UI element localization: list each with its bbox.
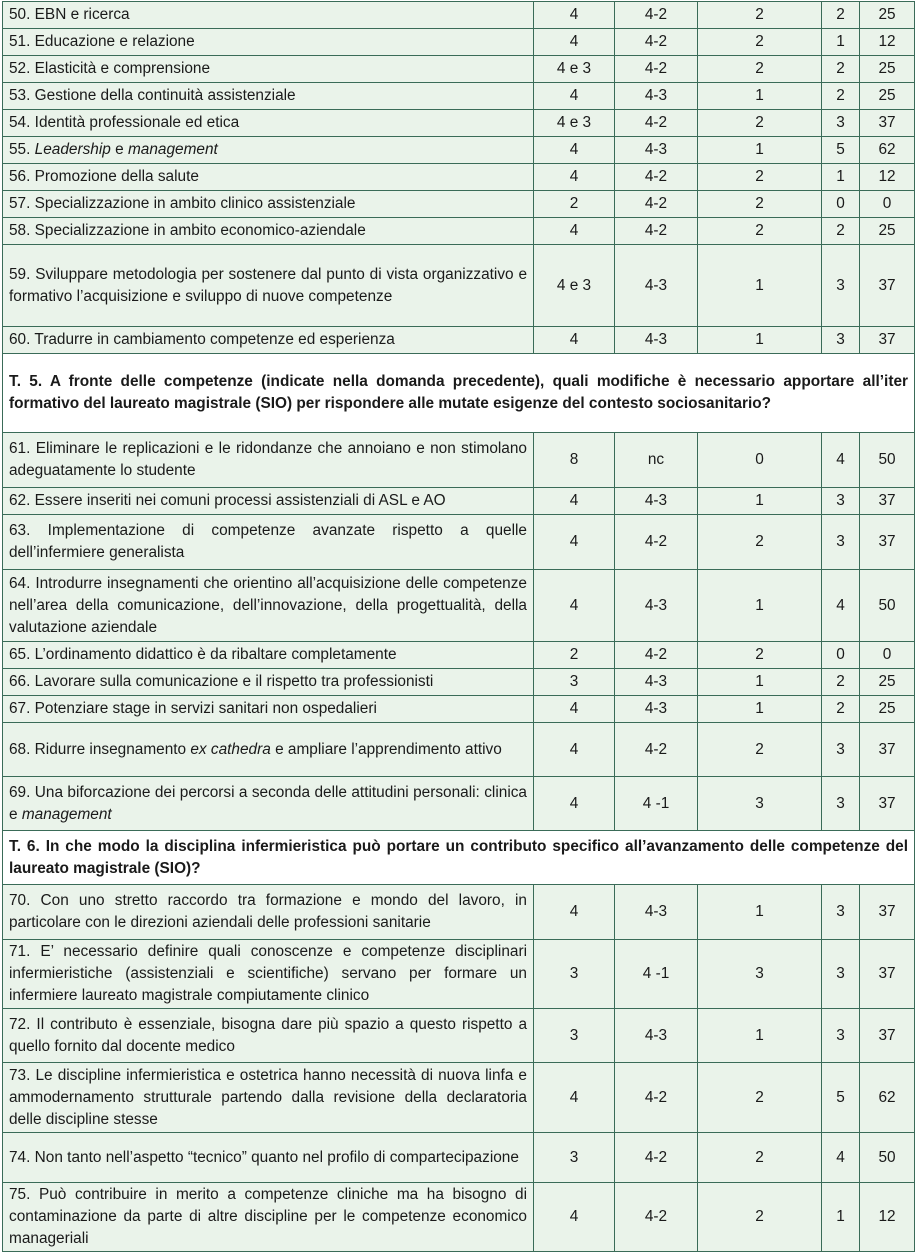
weight-cell: 2 <box>698 29 822 56</box>
weight-cell: 2 <box>698 723 822 777</box>
type-cell: 4 -1 <box>615 777 698 831</box>
level-cell: 4 <box>534 1063 615 1133</box>
section-header-row <box>3 354 915 433</box>
percent-cell: 37 <box>860 245 915 327</box>
table-row <box>3 29 915 56</box>
item-description <box>3 110 534 137</box>
italic-text: Leadership <box>34 141 111 158</box>
weight-cell: 2 <box>698 56 822 83</box>
count-cell: 5 <box>822 1063 860 1133</box>
percent-cell: 0 <box>860 191 915 218</box>
percent-cell: 62 <box>860 137 915 164</box>
count-cell: 1 <box>822 1183 860 1252</box>
percent-cell: 12 <box>860 164 915 191</box>
table-row <box>3 137 915 164</box>
percent-cell: 25 <box>860 83 915 110</box>
text-span: 64. Introdurre insegnamenti che orientino all’acquisizione delle competenze nell’area della comunicazione, dell’innovazione, della progettualità, della valutazione aziendale <box>9 574 527 636</box>
count-cell: 3 <box>822 515 860 570</box>
italic-text: management <box>21 805 112 823</box>
weight-cell: 2 <box>698 1063 822 1133</box>
count-cell: 3 <box>822 777 860 831</box>
item-description <box>3 327 534 354</box>
type-cell: 4 -1 <box>615 940 698 1009</box>
text-span: 57. Specializzazione in ambito clinico assistenziale <box>9 195 356 212</box>
level-cell: 3 <box>534 940 615 1009</box>
text-span: 74. Non tanto nell’aspetto “tecnico” quanto nel profilo di compartecipazione <box>9 1148 519 1166</box>
item-description <box>3 245 534 327</box>
text-span: 75. Può contribuire in merito a competenze cliniche ma ha bisogno di contaminazione da parte di altre discipline per le competenze economico manageriali <box>9 1186 527 1247</box>
level-cell: 2 <box>534 191 615 218</box>
percent-cell: 25 <box>860 218 915 245</box>
count-cell: 2 <box>822 669 860 696</box>
item-description <box>3 885 534 940</box>
percent-cell: 37 <box>860 327 915 354</box>
weight-cell: 2 <box>698 2 822 29</box>
weight-cell: 1 <box>698 696 822 723</box>
level-cell: 4 <box>534 2 615 29</box>
count-cell: 3 <box>822 110 860 137</box>
text-span: 58. Specializzazione in ambito economico-aziendale <box>9 222 366 239</box>
weight-cell: 2 <box>698 164 822 191</box>
table-row <box>3 570 915 642</box>
count-cell: 1 <box>822 164 860 191</box>
percent-cell: 37 <box>860 885 915 940</box>
text-span: 54. Identità professionale ed etica <box>9 114 240 131</box>
table-row <box>3 191 915 218</box>
survey-results-table <box>2 1 915 1252</box>
level-cell: 4 <box>534 137 615 164</box>
item-description <box>3 515 534 570</box>
text-span: 53. Gestione della continuità assistenziale <box>9 87 296 104</box>
text-span: 66. Lavorare sulla comunicazione e il rispetto tra professionisti <box>9 673 434 690</box>
count-cell: 2 <box>822 218 860 245</box>
weight-cell: 2 <box>698 191 822 218</box>
weight-cell: 1 <box>698 1009 822 1063</box>
text-span: 65. L’ordinamento didattico è da ribaltare completamente <box>9 646 397 663</box>
percent-cell: 50 <box>860 433 915 488</box>
percent-cell: 50 <box>860 570 915 642</box>
text-span: 68. Ridurre insegnamento <box>9 740 191 758</box>
table-row <box>3 110 915 137</box>
percent-cell: 37 <box>860 110 915 137</box>
count-cell: 3 <box>822 940 860 1009</box>
percent-cell: 37 <box>860 777 915 831</box>
type-cell: nc <box>615 433 698 488</box>
item-description <box>3 696 534 723</box>
italic-text: ex cathedra <box>190 740 271 758</box>
percent-cell: 0 <box>860 642 915 669</box>
table-row <box>3 723 915 777</box>
section-question: T. 6. In che modo la disciplina infermieristica può portare un contributo specifico all’avanzamento delle competenze del laureato magistrale (SIO)? <box>3 831 915 885</box>
count-cell: 2 <box>822 696 860 723</box>
italic-text: management <box>127 141 218 158</box>
section-header-row <box>3 831 915 885</box>
item-description <box>3 433 534 488</box>
type-cell: 4-2 <box>615 1063 698 1133</box>
count-cell: 0 <box>822 191 860 218</box>
type-cell: 4-2 <box>615 56 698 83</box>
table-row <box>3 1009 915 1063</box>
table-row <box>3 642 915 669</box>
count-cell: 2 <box>822 2 860 29</box>
text-span: 59. Sviluppare metodologia per sostenere dal punto di vista organizzativo e formativo l’acquisizione e sviluppo di nuove competenze <box>9 265 527 305</box>
type-cell: 4-2 <box>615 642 698 669</box>
text-span: 70. Con uno stretto raccordo tra formazione e mondo del lavoro, in particolare con le direzioni aziendali delle professioni sanitarie <box>9 892 527 931</box>
percent-cell: 25 <box>860 669 915 696</box>
text-span: 69. Una biforcazione dei percorsi a seconda delle attitudini personali: clinica e <box>9 783 527 823</box>
count-cell: 3 <box>822 723 860 777</box>
level-cell: 4 e 3 <box>534 245 615 327</box>
level-cell: 4 <box>534 515 615 570</box>
table-row <box>3 245 915 327</box>
type-cell: 4-2 <box>615 191 698 218</box>
level-cell: 4 <box>534 777 615 831</box>
percent-cell: 37 <box>860 1009 915 1063</box>
percent-cell: 37 <box>860 515 915 570</box>
weight-cell: 3 <box>698 777 822 831</box>
count-cell: 0 <box>822 642 860 669</box>
item-description <box>3 29 534 56</box>
type-cell: 4-3 <box>615 137 698 164</box>
table-row <box>3 885 915 940</box>
level-cell: 3 <box>534 1133 615 1183</box>
item-description <box>3 83 534 110</box>
level-cell: 4 <box>534 1183 615 1252</box>
table-body <box>3 2 915 1252</box>
text-span: 61. Eliminare le replicazioni e le ridondanze che annoiano e non stimolano adeguatamente lo studente <box>9 440 527 479</box>
table-row <box>3 1133 915 1183</box>
level-cell: 4 <box>534 696 615 723</box>
item-description <box>3 570 534 642</box>
level-cell: 4 <box>534 570 615 642</box>
level-cell: 4 <box>534 164 615 191</box>
item-description <box>3 137 534 164</box>
item-description <box>3 777 534 831</box>
count-cell: 3 <box>822 885 860 940</box>
level-cell: 4 e 3 <box>534 110 615 137</box>
text-span: 52. Elasticità e comprensione <box>9 60 211 77</box>
table-row <box>3 1063 915 1133</box>
type-cell: 4-3 <box>615 1009 698 1063</box>
table-row <box>3 83 915 110</box>
level-cell: 2 <box>534 642 615 669</box>
type-cell: 4-2 <box>615 1183 698 1252</box>
level-cell: 4 <box>534 488 615 515</box>
item-description <box>3 1063 534 1133</box>
section-question: T. 5. A fronte delle competenze (indicate nella domanda precedente), quali modifiche è necessario apportare all’iter formativo del laureato magistrale (SIO) per rispondere alle mutate esigenze del contesto sociosanitario? <box>3 354 915 433</box>
table-row <box>3 2 915 29</box>
text-span: 56. Promozione della salute <box>9 168 199 185</box>
item-description <box>3 669 534 696</box>
type-cell: 4-2 <box>615 1133 698 1183</box>
text-span: e ampliare l’apprendimento attivo <box>270 740 502 758</box>
percent-cell: 37 <box>860 723 915 777</box>
weight-cell: 2 <box>698 1183 822 1252</box>
count-cell: 4 <box>822 433 860 488</box>
count-cell: 2 <box>822 56 860 83</box>
text-span: 55. <box>9 141 35 158</box>
weight-cell: 2 <box>698 642 822 669</box>
text-span: 62. Essere inseriti nei comuni processi assistenziali di ASL e AO <box>9 492 446 509</box>
weight-cell: 1 <box>698 83 822 110</box>
type-cell: 4-3 <box>615 488 698 515</box>
type-cell: 4-2 <box>615 515 698 570</box>
weight-cell: 2 <box>698 1133 822 1183</box>
percent-cell: 37 <box>860 488 915 515</box>
percent-cell: 12 <box>860 29 915 56</box>
table-row <box>3 515 915 570</box>
text-span: 72. Il contributo è essenziale, bisogna dare più spazio a questo rispetto a quello fornito dal docente medico <box>9 1015 527 1055</box>
count-cell: 4 <box>822 570 860 642</box>
type-cell: 4-2 <box>615 2 698 29</box>
item-description <box>3 723 534 777</box>
weight-cell: 2 <box>698 110 822 137</box>
type-cell: 4-2 <box>615 110 698 137</box>
text-span: 60. Tradurre in cambiamento competenze ed esperienza <box>9 331 395 348</box>
percent-cell: 62 <box>860 1063 915 1133</box>
level-cell: 8 <box>534 433 615 488</box>
text-span: e <box>110 141 128 158</box>
item-description <box>3 56 534 83</box>
percent-cell: 50 <box>860 1133 915 1183</box>
item-description <box>3 1009 534 1063</box>
item-description <box>3 1133 534 1183</box>
percent-cell: 37 <box>860 940 915 1009</box>
percent-cell: 25 <box>860 56 915 83</box>
weight-cell: 1 <box>698 245 822 327</box>
text-span: 50. EBN e ricerca <box>9 6 130 23</box>
table-row <box>3 56 915 83</box>
item-description <box>3 1183 534 1252</box>
level-cell: 4 <box>534 29 615 56</box>
weight-cell: 1 <box>698 570 822 642</box>
weight-cell: 3 <box>698 940 822 1009</box>
type-cell: 4-3 <box>615 245 698 327</box>
count-cell: 2 <box>822 83 860 110</box>
table-row <box>3 488 915 515</box>
table-row <box>3 696 915 723</box>
table-row <box>3 327 915 354</box>
item-description <box>3 191 534 218</box>
type-cell: 4-2 <box>615 723 698 777</box>
item-description <box>3 2 534 29</box>
count-cell: 3 <box>822 488 860 515</box>
table-row <box>3 777 915 831</box>
count-cell: 1 <box>822 29 860 56</box>
count-cell: 3 <box>822 327 860 354</box>
text-span: 67. Potenziare stage in servizi sanitari non ospedalieri <box>9 700 377 717</box>
type-cell: 4-2 <box>615 164 698 191</box>
item-description <box>3 488 534 515</box>
level-cell: 4 e 3 <box>534 56 615 83</box>
type-cell: 4-3 <box>615 885 698 940</box>
type-cell: 4-3 <box>615 570 698 642</box>
type-cell: 4-3 <box>615 696 698 723</box>
percent-cell: 12 <box>860 1183 915 1252</box>
level-cell: 3 <box>534 669 615 696</box>
count-cell: 3 <box>822 245 860 327</box>
level-cell: 4 <box>534 218 615 245</box>
table-row <box>3 433 915 488</box>
count-cell: 3 <box>822 1009 860 1063</box>
count-cell: 5 <box>822 137 860 164</box>
weight-cell: 1 <box>698 885 822 940</box>
weight-cell: 1 <box>698 488 822 515</box>
table-row <box>3 218 915 245</box>
type-cell: 4-3 <box>615 669 698 696</box>
type-cell: 4-2 <box>615 218 698 245</box>
item-description <box>3 642 534 669</box>
table-row <box>3 669 915 696</box>
table-row <box>3 164 915 191</box>
weight-cell: 0 <box>698 433 822 488</box>
text-span: 63. Implementazione di competenze avanzate rispetto a quelle dell’infermiere generalista <box>9 522 527 561</box>
type-cell: 4-3 <box>615 327 698 354</box>
text-span: 73. Le discipline infermieristica e ostetrica hanno necessità di nuova linfa e ammodernamento strutturale partendo dalla revisione della declaratoria delle discipline stesse <box>9 1066 527 1128</box>
item-description <box>3 164 534 191</box>
weight-cell: 1 <box>698 137 822 164</box>
table-row <box>3 1183 915 1252</box>
weight-cell: 1 <box>698 327 822 354</box>
percent-cell: 25 <box>860 2 915 29</box>
weight-cell: 2 <box>698 515 822 570</box>
weight-cell: 2 <box>698 218 822 245</box>
level-cell: 4 <box>534 327 615 354</box>
type-cell: 4-2 <box>615 29 698 56</box>
percent-cell: 25 <box>860 696 915 723</box>
level-cell: 4 <box>534 723 615 777</box>
text-span: 71. E’ necessario definire quali conoscenze e competenze disciplinari infermieristiche (assistenziali e scientifiche) servano per formare un infermiere laureato magistrale compiutamente clinico <box>9 943 527 1004</box>
type-cell: 4-3 <box>615 83 698 110</box>
level-cell: 3 <box>534 1009 615 1063</box>
count-cell: 4 <box>822 1133 860 1183</box>
text-span: 51. Educazione e relazione <box>9 33 195 50</box>
level-cell: 4 <box>534 83 615 110</box>
weight-cell: 1 <box>698 669 822 696</box>
table-row <box>3 940 915 1009</box>
item-description <box>3 218 534 245</box>
item-description <box>3 940 534 1009</box>
level-cell: 4 <box>534 885 615 940</box>
